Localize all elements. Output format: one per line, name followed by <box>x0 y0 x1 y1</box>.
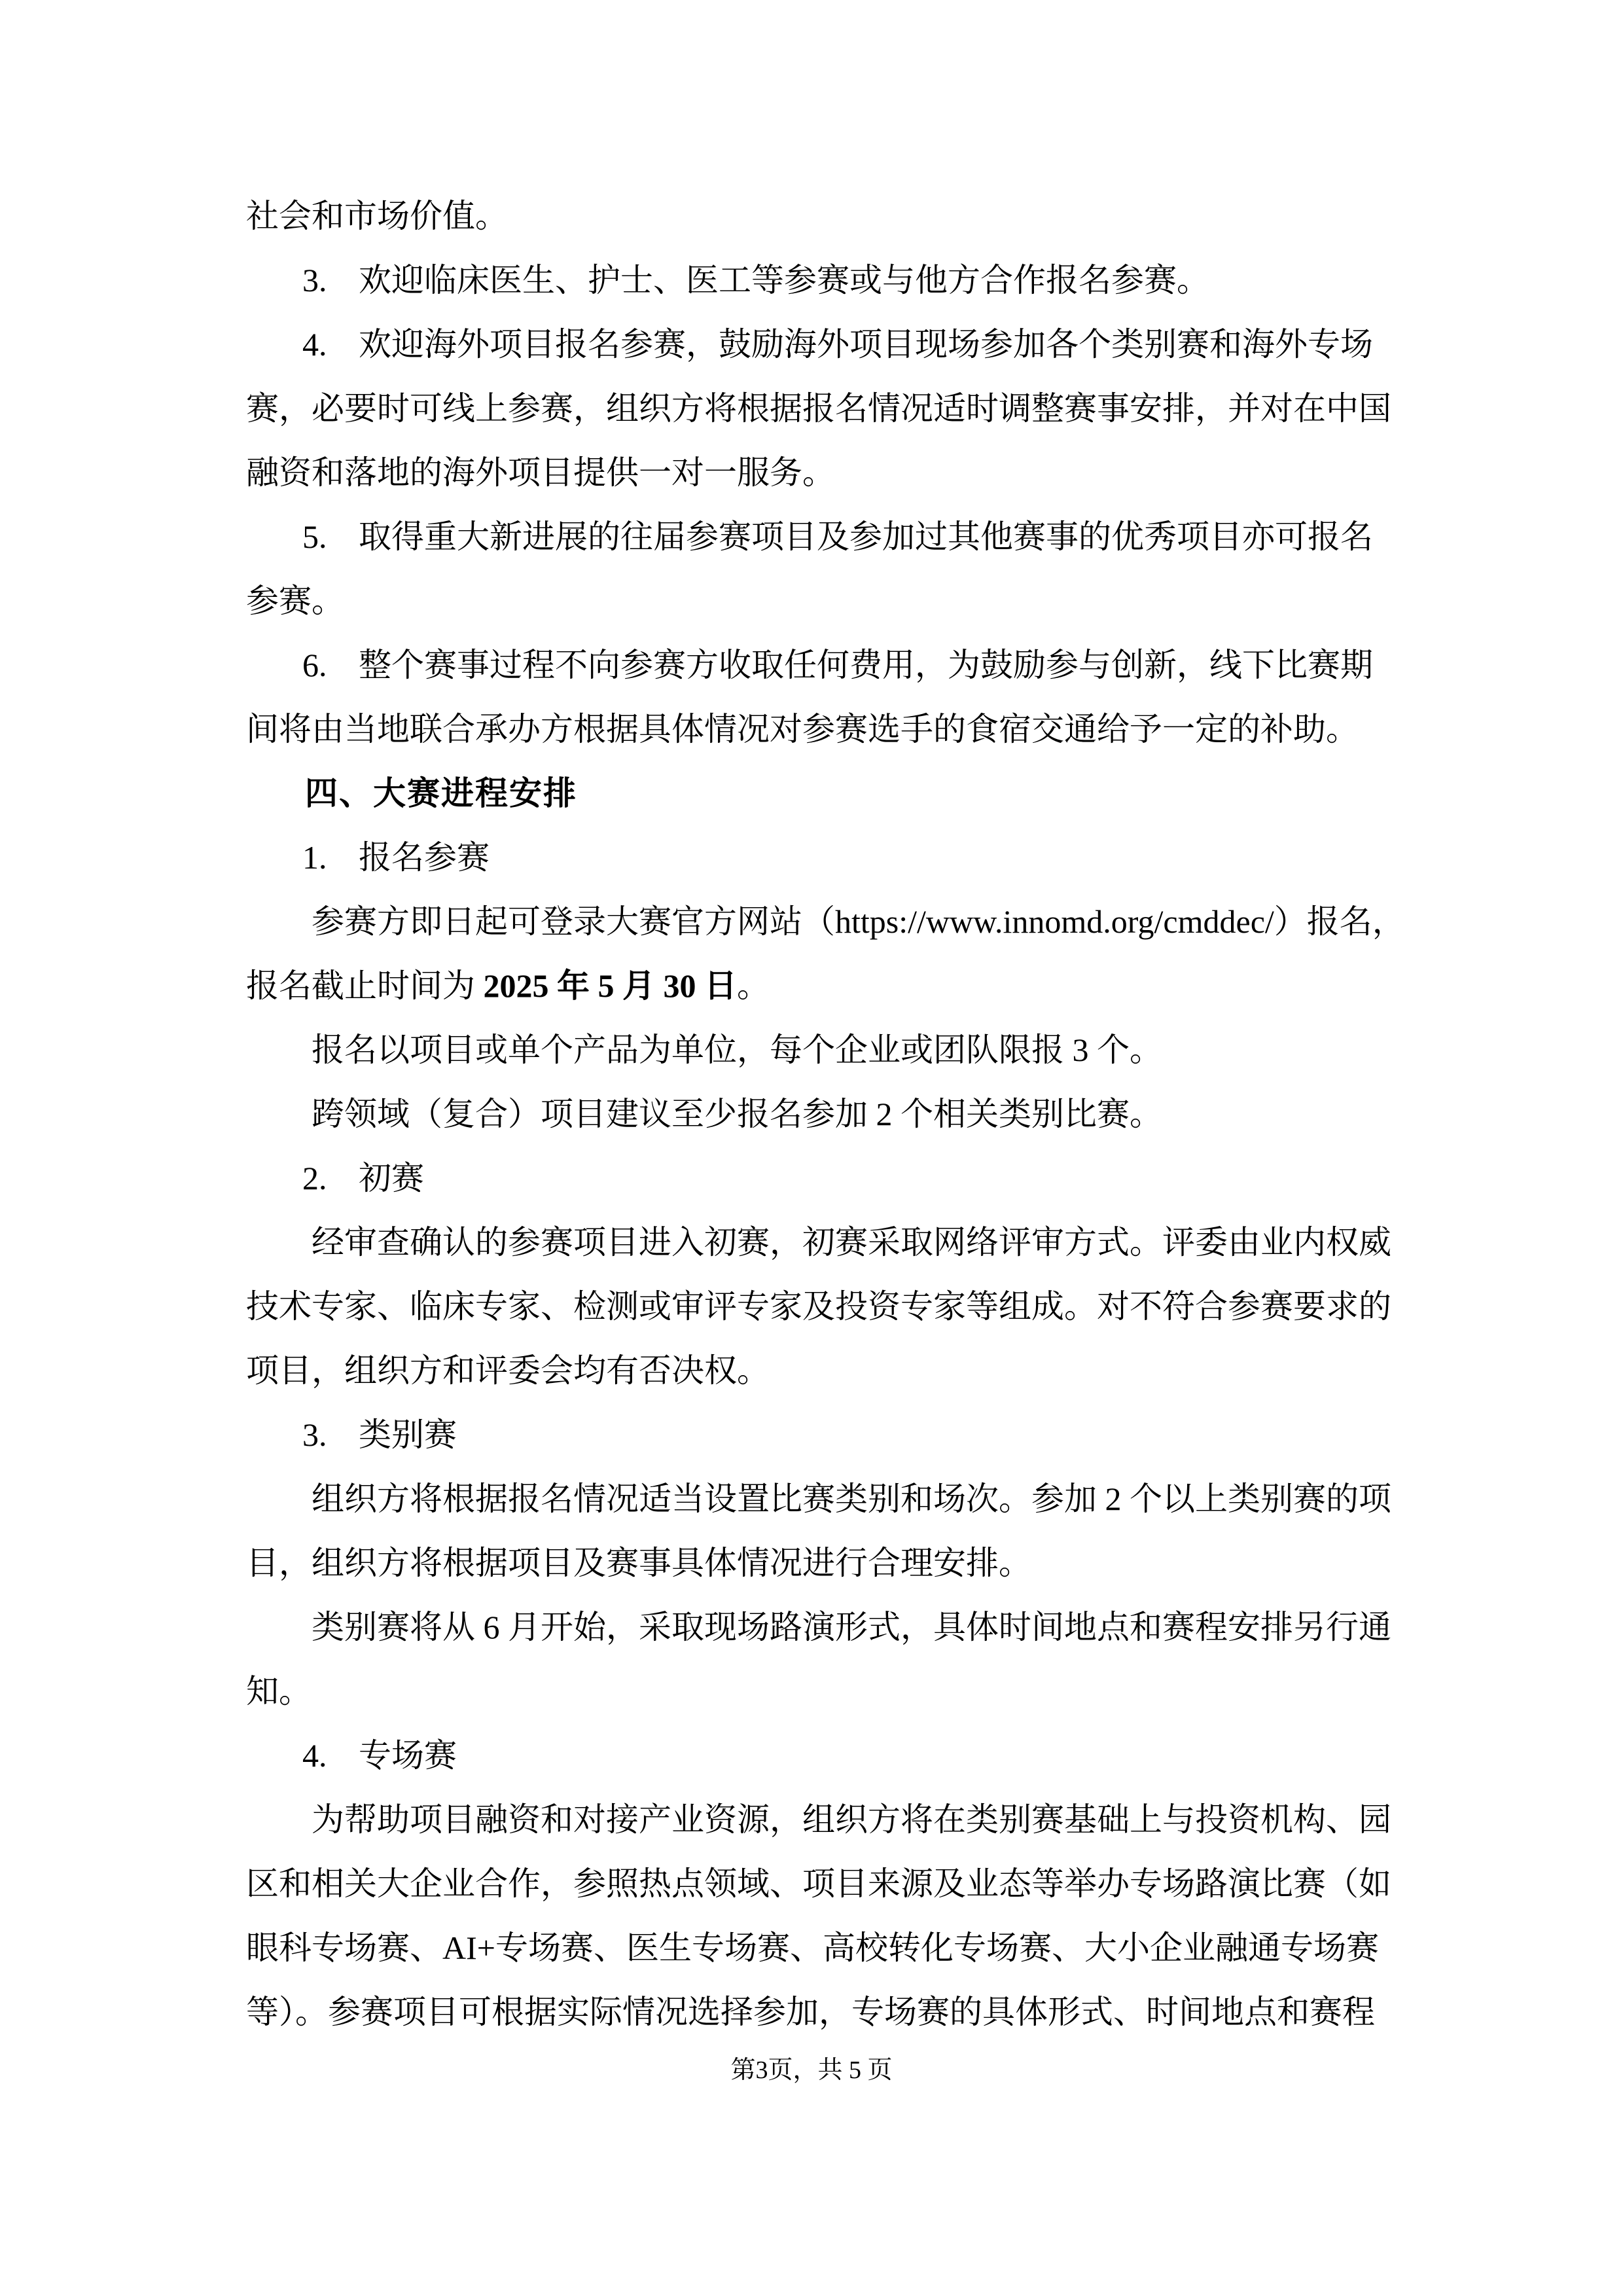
list-item-line <box>246 1403 1385 1467</box>
body-line <box>246 1018 1385 1082</box>
line-text: 社会和市场价值。 <box>246 198 508 234</box>
list-item-line <box>246 1146 1385 1210</box>
line-text: 参赛方即日起可登录大赛官方网站（https://www.innomd.org/cmddec/）报名， <box>312 903 1405 940</box>
line-text: 区和相关大企业合作，参照热点领域、项目来源及业态等举办专场路演比赛（如 <box>246 1865 1391 1902</box>
list-item-line <box>246 312 1385 376</box>
item-number: 5. <box>302 518 327 555</box>
item-number: 3. <box>302 262 327 298</box>
line-text: 报名截止时间为 <box>246 967 484 1004</box>
heading-text: 四、大赛进程安排 <box>305 775 577 812</box>
body-line <box>246 1274 1391 1338</box>
body-line <box>246 1467 1391 1531</box>
body-line <box>246 697 1385 761</box>
line-text: 经审查确认的参赛项目进入初赛，初赛采取网络评审方式。评委由业内权威 <box>312 1224 1391 1261</box>
line-text: 类别赛将从 6 月开始，采取现场路演形式，具体时间地点和赛程安排另行通 <box>312 1609 1391 1645</box>
item-number: 4. <box>302 1737 327 1774</box>
body-line <box>246 1595 1391 1659</box>
item-number: 3. <box>302 1416 327 1453</box>
deadline-date: 2025 年 5 月 30 日 <box>483 967 737 1004</box>
line-text: 融资和落地的海外项目提供一对一服务。 <box>246 454 835 491</box>
body-line <box>246 440 1385 505</box>
body-line <box>246 376 1391 440</box>
body-line <box>246 889 1405 954</box>
body-line <box>246 1916 1385 1980</box>
body-line <box>246 184 1385 248</box>
item-number: 4. <box>302 326 327 363</box>
body-line-with-deadline <box>246 954 1385 1018</box>
line-text: 间将由当地联合承办方根据具体情况对参赛选手的食宿交通给予一定的补助。 <box>246 711 1359 747</box>
line-text: 组织方将根据报名情况适当设置比赛类别和场次。参加 2 个以上类别赛的项 <box>312 1480 1391 1517</box>
page-number-text: 第3页，共 5 页 <box>730 2056 893 2084</box>
line-text: 欢迎临床医生、护士、医工等参赛或与他方合作报名参赛。 <box>359 262 1209 298</box>
line-text: 初赛 <box>359 1160 424 1196</box>
body-line <box>246 1852 1391 1916</box>
list-item-line <box>246 248 1385 312</box>
body-line <box>246 1531 1385 1595</box>
line-text: 为帮助项目融资和对接产业资源，组织方将在类别赛基础上与投资机构、园 <box>312 1801 1391 1838</box>
line-text: 项目，组织方和评委会均有否决权。 <box>246 1352 770 1389</box>
line-text: 赛，必要时可线上参赛，组织方将根据报名情况适时调整赛事安排，并对在中国 <box>246 390 1391 427</box>
line-text: 参赛。 <box>246 583 344 619</box>
item-number: 1. <box>302 839 327 876</box>
line-text: 报名以项目或单个产品为单位，每个企业或团队限报 3 个。 <box>312 1031 1162 1068</box>
body-line <box>246 1980 1385 2044</box>
line-text: 类别赛 <box>359 1416 457 1453</box>
list-item-line <box>246 825 1385 889</box>
item-number: 6. <box>302 647 327 683</box>
list-item-line <box>246 1723 1385 1787</box>
line-text: 跨领域（复合）项目建议至少报名参加 2 个相关类别比赛。 <box>312 1096 1162 1132</box>
line-text: 取得重大新进展的往届参赛项目及参加过其他赛事的优秀项目亦可报名 <box>359 518 1373 555</box>
body-line <box>246 1787 1391 1852</box>
line-text: 等）。参赛项目可根据实际情况选择参加，专场赛的具体形式、时间地点和赛程 <box>246 1994 1375 2030</box>
line-text: 欢迎海外项目报名参赛，鼓励海外项目现场参加各个类别赛和海外专场 <box>359 326 1373 363</box>
line-text: 。 <box>737 967 770 1004</box>
list-item-line <box>246 633 1385 697</box>
line-text: 目，组织方将根据项目及赛事具体情况进行合理安排。 <box>246 1545 1031 1581</box>
item-number: 2. <box>302 1160 327 1196</box>
line-text: 专场赛 <box>359 1737 457 1774</box>
line-text: 整个赛事过程不向参赛方收取任何费用，为鼓励参与创新，线下比赛期 <box>359 647 1373 683</box>
body-line <box>246 569 1385 633</box>
line-text: 技术专家、临床专家、检测或审评专家及投资专家等组成。对不符合参赛要求的 <box>246 1288 1391 1325</box>
body-line <box>246 1338 1385 1403</box>
line-text: 报名参赛 <box>359 839 490 876</box>
list-item-line <box>246 505 1385 569</box>
page-footer <box>0 2055 1623 2085</box>
body-line <box>246 1659 1385 1723</box>
section-heading <box>246 761 1385 825</box>
line-text: 眼科专场赛、AI+专场赛、医生专场赛、高校转化专场赛、大小企业融通专场赛 <box>246 1929 1379 1966</box>
line-text: 知。 <box>246 1673 312 1710</box>
document-body <box>246 184 1405 2044</box>
body-line <box>246 1082 1385 1146</box>
body-line <box>246 1210 1391 1274</box>
